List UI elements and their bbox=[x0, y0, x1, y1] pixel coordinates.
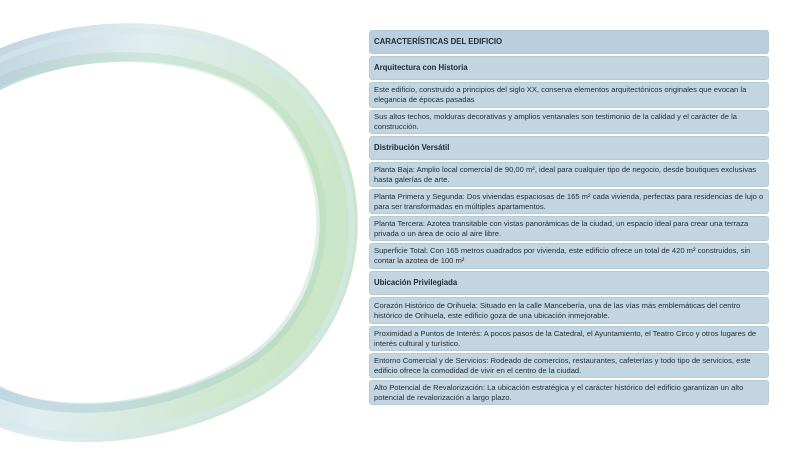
decorative-ring-graphic bbox=[0, 0, 360, 450]
feature-item: Entorno Comercial y de Servicios: Rodeado de comercios, restaurantes, cafeterías y todo tipo de servicios, este edificio ofrece la comodidad de vivir en el centro de la ciudad. bbox=[369, 353, 769, 378]
section-header: Distribución Versátil bbox=[369, 136, 769, 160]
feature-item: Planta Primera y Segunda: Dos viviendas espaciosas de 165 m² cada vivienda, perfectas para residencias de lujo o para ser transformadas en múltiples apartamentos. bbox=[369, 189, 769, 214]
feature-item: Superficie Total: Con 165 metros cuadrados por vivienda, este edificio ofrece un total de 420 m² construidos, sin contar la azotea de 100 m² bbox=[369, 243, 769, 269]
section-header: Ubicación Privilegiada bbox=[369, 271, 769, 295]
section-header: Arquitectura con Historia bbox=[369, 56, 769, 80]
feature-item: Planta Tercera: Azotea transitable con vistas panorámicas de la ciudad, un espacio ideal para crear una terraza privada o un área de ocio al aire libre. bbox=[369, 216, 769, 241]
building-features-list bbox=[369, 30, 769, 407]
feature-item: Corazón Histórico de Orihuela: Situado en la calle Mancebería, una de las vías más emblemáticas del centro histórico de Orihuela, este edificio goza de una ubicación inmejorable. bbox=[369, 297, 769, 324]
section-header: CARACTERÍSTICAS DEL EDIFICIO bbox=[369, 30, 769, 54]
feature-item: Proximidad a Puntos de Interés: A pocos pasos de la Catedral, el Ayuntamiento, el Teatro Circo y otros lugares de interés cultural y turístico. bbox=[369, 326, 769, 351]
feature-item: Sus altos techos, molduras decorativas y amplios ventanales son testimonio de la calidad y el carácter de la construcción. bbox=[369, 110, 769, 134]
feature-item: Alto Potencial de Revalorización: La ubicación estratégica y el carácter histórico del edificio garantizan un alto potencial de revalorización a largo plazo. bbox=[369, 380, 769, 405]
feature-item: Este edificio, construido a principios del siglo XX, conserva elementos arquitectónicos originales que evocan la elegancia de épocas pasadas bbox=[369, 82, 769, 108]
feature-item: Planta Baja: Amplio local comercial de 90,00 m², ideal para cualquier tipo de negocio, desde boutiques exclusivas hasta galerías de arte. bbox=[369, 162, 769, 187]
